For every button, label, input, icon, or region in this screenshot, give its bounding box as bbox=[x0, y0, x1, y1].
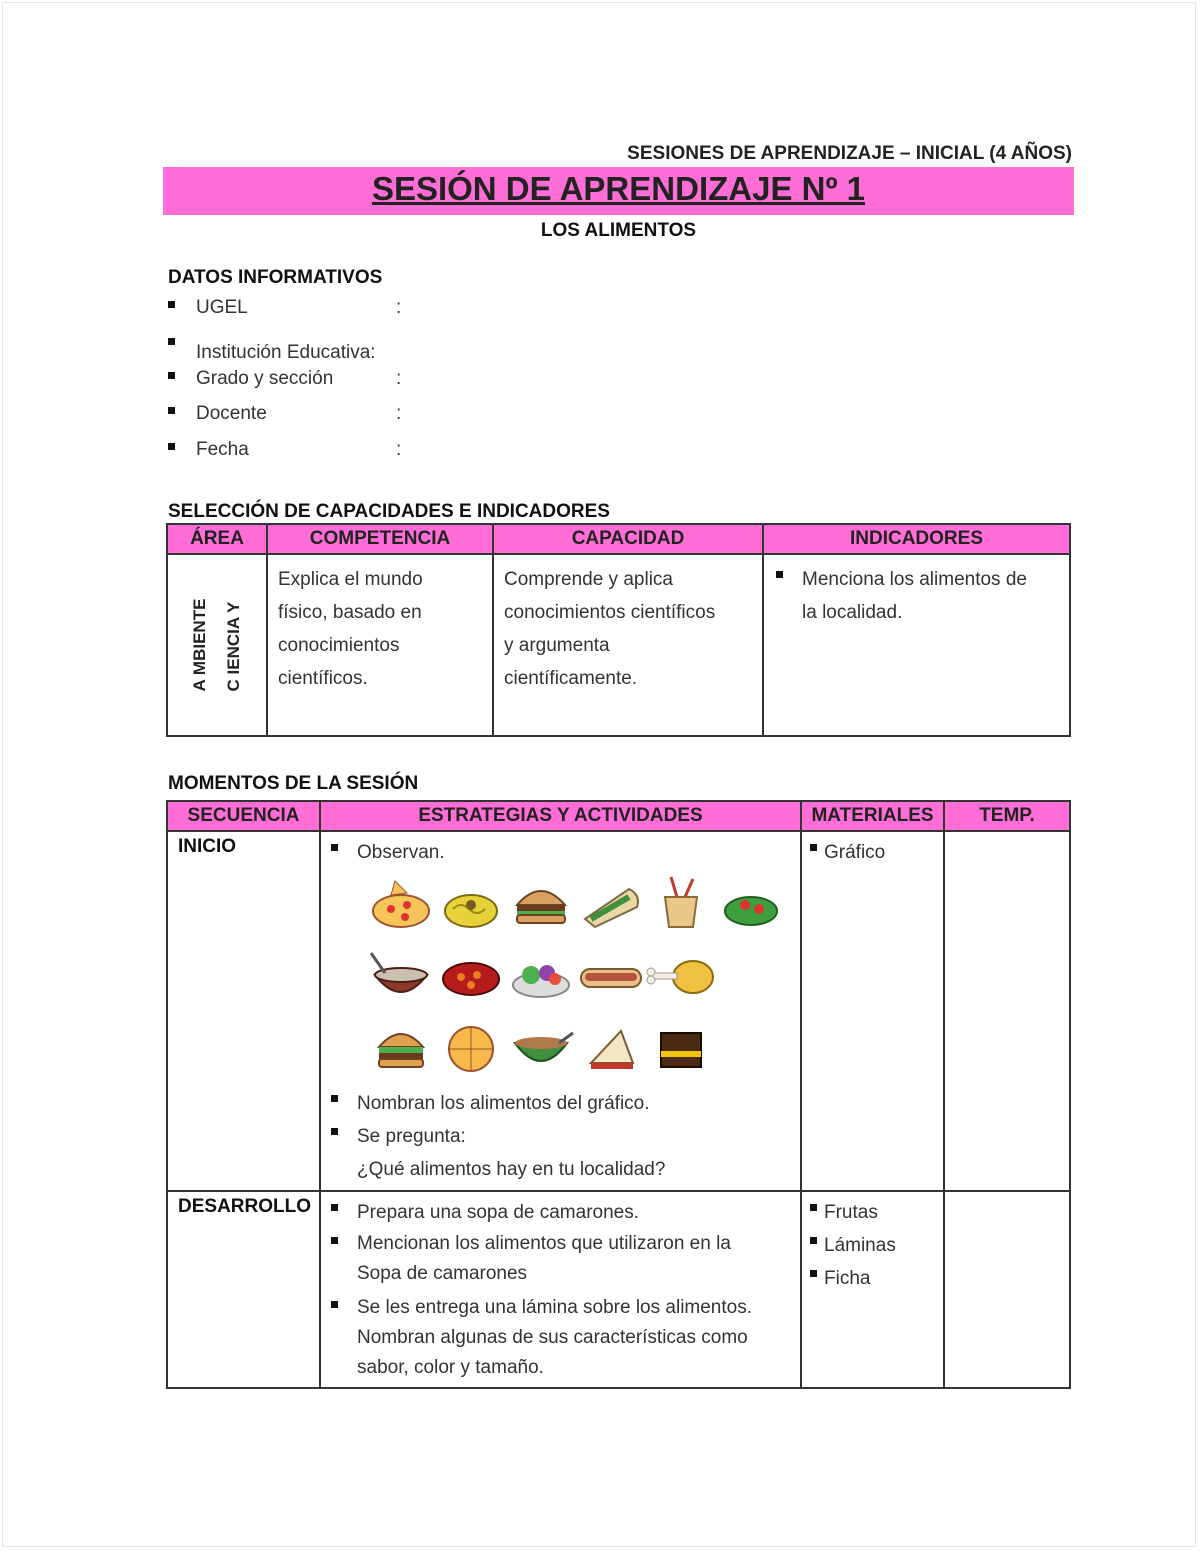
seq-inicio: INICIO bbox=[167, 831, 320, 1191]
pizza-icon bbox=[431, 1019, 511, 1075]
text-line: Mencionan los alimentos que utilizaron en la bbox=[357, 1233, 731, 1254]
burrito-icon bbox=[571, 875, 651, 931]
activity-item bbox=[329, 1120, 792, 1186]
brownie-icon bbox=[641, 1019, 721, 1075]
col-header-estrategias: ESTRATEGIAS Y ACTIVIDADES bbox=[320, 801, 801, 831]
bullet-icon bbox=[810, 1270, 817, 1277]
text-line: Frutas bbox=[824, 1202, 878, 1223]
col-header-secuencia: SECUENCIA bbox=[167, 801, 320, 831]
text-line: científicamente. bbox=[504, 668, 638, 689]
col-header-indicadores: INDICADORES bbox=[763, 524, 1070, 554]
text-line: Sopa de camarones bbox=[357, 1263, 528, 1284]
col-header-materiales: MATERIALES bbox=[801, 801, 944, 831]
text-line: conocimientos bbox=[278, 635, 400, 656]
info-row-docente bbox=[168, 403, 428, 427]
momentos-heading: MOMENTOS DE LA SESIÓN bbox=[168, 773, 419, 794]
text-line: científicos. bbox=[278, 668, 368, 689]
info-colon: : bbox=[396, 439, 402, 460]
text-line: físico, basado en bbox=[278, 602, 422, 623]
desarrollo-materials bbox=[801, 1191, 944, 1388]
bullet-icon bbox=[810, 1204, 817, 1211]
soup-bowl-icon bbox=[361, 947, 441, 1003]
seq-desarrollo: DESARROLLO bbox=[167, 1191, 320, 1388]
info-label: Grado y sección bbox=[196, 368, 334, 389]
bullet-icon bbox=[331, 1204, 338, 1211]
salad-icon bbox=[711, 875, 791, 931]
indicator-item bbox=[774, 563, 1059, 629]
text-line: Ficha bbox=[824, 1268, 871, 1289]
info-row-institucion bbox=[168, 334, 428, 368]
cake-slice-icon bbox=[571, 1019, 651, 1075]
col-header-capacidad: CAPACIDAD bbox=[493, 524, 763, 554]
bullet-icon bbox=[331, 1301, 338, 1308]
text-line: Menciona los alimentos de bbox=[802, 569, 1027, 590]
bullet-icon bbox=[331, 844, 338, 851]
col-header-area: ÁREA bbox=[167, 524, 267, 554]
stew-icon bbox=[431, 947, 511, 1003]
info-row-ugel bbox=[168, 297, 428, 321]
area-cell bbox=[167, 554, 267, 736]
info-colon: : bbox=[396, 297, 402, 318]
bullet-icon bbox=[810, 844, 817, 851]
bullet-icon bbox=[776, 571, 783, 578]
activity-item bbox=[329, 1229, 792, 1289]
text-line: Se pregunta: bbox=[357, 1126, 466, 1147]
pizza-icon bbox=[361, 875, 441, 931]
indicadores-cell bbox=[763, 554, 1070, 736]
burger-icon bbox=[501, 875, 581, 931]
datos-heading: DATOS INFORMATIVOS bbox=[168, 267, 383, 288]
bullet-icon bbox=[331, 1095, 338, 1102]
text-line: Gráfico bbox=[824, 842, 886, 863]
competencia-cell bbox=[267, 554, 493, 736]
row-desarrollo bbox=[167, 1191, 1070, 1388]
text-line: la localidad. bbox=[802, 602, 903, 623]
info-label: UGEL bbox=[196, 297, 248, 318]
inicio-activities bbox=[320, 831, 801, 1191]
material-item bbox=[810, 836, 935, 869]
text-line: Nombran algunas de sus características como bbox=[357, 1327, 748, 1348]
info-label: Docente bbox=[196, 403, 267, 424]
area-label bbox=[183, 599, 251, 692]
foods-illustration bbox=[339, 875, 779, 1075]
text-line: Comprende y aplica bbox=[504, 569, 673, 590]
bullet-icon bbox=[168, 443, 175, 450]
bullet-icon bbox=[168, 407, 175, 414]
text-line: Nombran los alimentos del gráfico. bbox=[357, 1093, 650, 1114]
document-series: SESIONES DE APRENDIZAJE – INICIAL (4 AÑOS) bbox=[627, 143, 1072, 164]
activity-item bbox=[329, 1196, 792, 1229]
bullet-icon bbox=[331, 1237, 338, 1244]
info-label: Fecha bbox=[196, 439, 249, 460]
momentos-table bbox=[166, 800, 1071, 1389]
page-subtitle: LOS ALIMENTOS bbox=[540, 220, 697, 241]
desarrollo-temp bbox=[944, 1191, 1070, 1388]
bullet-icon bbox=[168, 372, 175, 379]
text-line: y argumenta bbox=[504, 635, 610, 656]
info-label: Institución Educativa: bbox=[196, 342, 376, 363]
info-row-fecha bbox=[168, 439, 428, 463]
desarrollo-activities bbox=[320, 1191, 801, 1388]
text-line: Láminas bbox=[824, 1235, 896, 1256]
bowl-icon bbox=[501, 1019, 581, 1075]
activity-item bbox=[329, 1293, 792, 1383]
inicio-materials bbox=[801, 831, 944, 1191]
inicio-temp bbox=[944, 831, 1070, 1191]
capacidad-cell bbox=[493, 554, 763, 736]
text-line: sabor, color y tamaño. bbox=[357, 1357, 544, 1378]
col-header-temp: TEMP. bbox=[944, 801, 1070, 831]
capacidades-heading: SELECCIÓN DE CAPACIDADES E INDICADORES bbox=[168, 501, 610, 522]
capacidades-table bbox=[166, 523, 1071, 737]
hotdog-icon bbox=[571, 947, 651, 1003]
text-line: Prepara una sopa de camarones. bbox=[357, 1202, 640, 1223]
activity-item bbox=[329, 1087, 792, 1120]
bullet-icon bbox=[331, 1128, 338, 1135]
info-colon: : bbox=[396, 403, 402, 424]
bullet-icon bbox=[168, 301, 175, 308]
chicken-leg-icon bbox=[641, 947, 721, 1003]
burger-icon bbox=[361, 1019, 441, 1075]
text-line: conocimientos científicos bbox=[504, 602, 716, 623]
material-item bbox=[810, 1229, 935, 1262]
page-title: SESIÓN DE APRENDIZAJE Nº 1 bbox=[371, 170, 866, 207]
text-line: Se les entrega una lámina sobre los alimentos. bbox=[357, 1297, 753, 1318]
bullet-icon bbox=[168, 338, 175, 345]
info-colon: : bbox=[396, 368, 402, 389]
text-line: Observan. bbox=[357, 842, 445, 863]
row-inicio bbox=[167, 831, 1070, 1191]
material-item bbox=[810, 1196, 935, 1229]
activity-item bbox=[329, 836, 792, 869]
info-row-grado bbox=[168, 368, 428, 392]
bullet-icon bbox=[810, 1237, 817, 1244]
material-item bbox=[810, 1262, 935, 1295]
takeout-box-icon bbox=[641, 875, 721, 931]
area-line: C IENCIA Y bbox=[224, 601, 243, 692]
pasta-icon bbox=[431, 875, 511, 931]
area-line: A MBIENTE bbox=[190, 598, 209, 692]
vegetables-icon bbox=[501, 947, 581, 1003]
text-line: Explica el mundo bbox=[278, 569, 423, 590]
text-line: ¿Qué alimentos hay en tu localidad? bbox=[357, 1159, 666, 1180]
col-header-competencia: COMPETENCIA bbox=[267, 524, 493, 554]
